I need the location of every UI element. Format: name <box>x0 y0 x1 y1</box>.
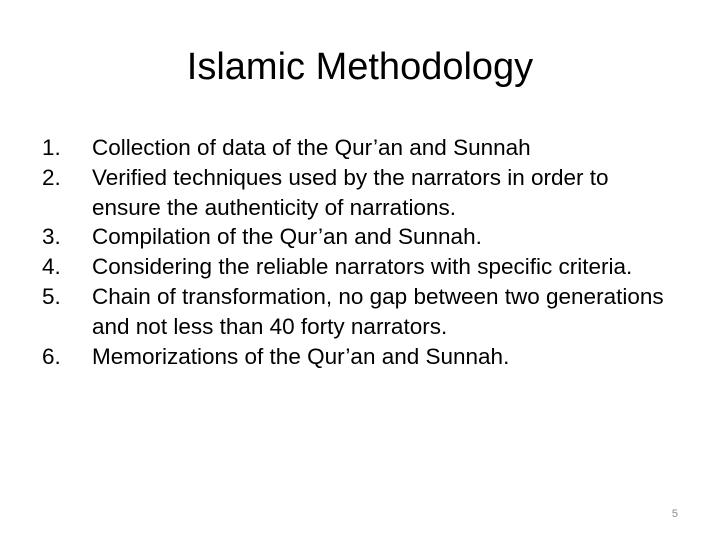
list-item <box>42 252 682 282</box>
list-item-number: 1. <box>42 135 61 160</box>
list-item <box>42 222 682 252</box>
slide-title: Islamic Methodology <box>186 46 534 88</box>
list-item-number: 6. <box>42 343 61 369</box>
methodology-list <box>42 133 682 371</box>
list-item-text: Chain of transformation, no gap between two generations and not less than 40 forty narrators. <box>92 283 664 339</box>
list-item-number: 5. <box>42 283 61 309</box>
list-item-text: Verified techniques used by the narrators in order to ensure the authenticity of narrations. <box>92 164 609 220</box>
list-item-text: Compilation of the Qur’an and Sunnah. <box>92 224 482 250</box>
list-item <box>42 342 682 372</box>
list-item-text: Considering the reliable narrators with specific criteria. <box>92 254 633 280</box>
list-item-text: Memorizations of the Qur’an and Sunnah. <box>92 343 510 369</box>
page-number: 5 <box>671 508 678 520</box>
list-item <box>42 133 682 163</box>
list-item-text: Collection of data of the Qur’an and Sunnah <box>92 135 531 160</box>
list-item-number: 4. <box>42 254 61 280</box>
list-item-number: 2. <box>42 164 61 190</box>
list-item-number: 3. <box>42 224 61 250</box>
list-item <box>42 282 682 342</box>
list-item <box>42 163 682 223</box>
